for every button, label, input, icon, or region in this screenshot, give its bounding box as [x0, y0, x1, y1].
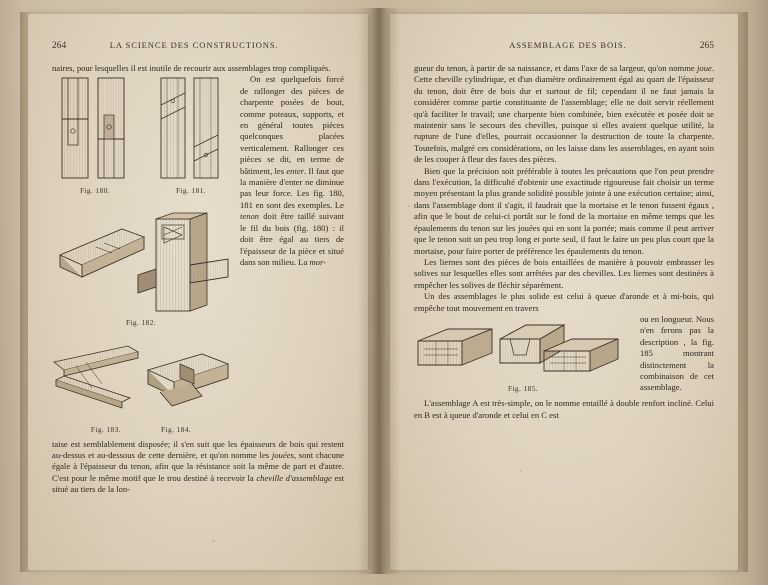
figure-184-caption: Fig. 184. [161, 425, 192, 435]
left-page-running-head [52, 40, 344, 54]
italic-term-joue: joue [697, 63, 712, 73]
figure-181 [158, 75, 224, 196]
figure-183-184-captions [52, 422, 230, 435]
figure-183-184-engraving [52, 340, 230, 422]
figure-group-180-181 [52, 75, 230, 435]
italic-term-enter: enter [286, 165, 304, 176]
left-page-body [52, 63, 344, 496]
scan-speck [408, 205, 410, 207]
italic-term-mortaise: mor- [309, 256, 327, 267]
figure-183-caption: Fig. 183. [90, 425, 121, 435]
right-page-running-head [414, 40, 714, 54]
right-page-running-title: ASSEMBLAGE DES BOIS. [509, 40, 627, 50]
figure-182 [52, 211, 230, 328]
figure-181-caption: Fig. 181. [175, 186, 207, 196]
figure-181-engraving [158, 75, 224, 183]
figure-182-engraving [52, 211, 230, 315]
figure-180-engraving [58, 75, 132, 183]
right-final-paragraph: L'assemblage A est très-simple, on le nomme entaillé à double renfort incliné. Celui en B est à queue d'aronde et celui en C est [414, 398, 714, 420]
figure-185 [414, 315, 632, 394]
left-page [28, 14, 368, 570]
right-paragraph-2: Bien que la précision soit préférable à toutes les précautions que l'on peut prendre dans l'exécution, la difficulté d'obtenir une exactitude rigoureuse fait choisir un terme moyen présentant la plus grande solidité possible jointe à une exécution certaine; ainsi, dans l'assemblage dont il s'agit, il faudrait que la mortaise et le tenon fussent égaux , afin que le bout de celui-ci portât sur le fond de la mortaise en même temps que les épaulements du tenon sur les jouées qui en sont la portée; mais comme il peut arriver que le tenon soit un peu trop long et porte seul, il faut le faire un peu plus court que la mortaise, pour faire porter de préférence les épaulements du tenon. [414, 165, 714, 256]
italic-term-jouees: jouées [271, 450, 294, 461]
figure-182-caption: Fig. 182. [125, 317, 157, 327]
scan-speck [520, 470, 522, 472]
italic-term-tenon: tenon [240, 211, 260, 222]
left-column-paragraph: On est quelquefois forcé de rallonger des pièces de charpente posées de bout, comme poteaux, supports, et en général toutes pièces quelconques placées verticalement. Rallonger ces pièces se dit, en terme de bâtiment, les enter. Il faut que la manière d'enter ne diminue pas leur force. Les fig. 180, 181 en sont des exemples. Le tenon doit être taillé suivant le fil du bois (fig. 180) : il doit être égal au tiers de l'épaisseur de la pièce et situé dans son milieu. La mor- [240, 74, 344, 267]
figure-185-engraving [414, 315, 622, 381]
right-paragraph-1: gueur du tenon, à partir de sa naissance, et dans l'axe de sa largeur, qu'on nomme joue. Cette cheville cylindrique, et d'un diamètre ordinairement égal au quart de l'épaisseur du tenon, doit être de bois dur et surtout de fil; cependant il ne faut jamais la considérer comme partie constituante de l'assemblage; elle ne doit servir réellement qu'à faciliter le travail; une charpente bien combinée, bien exécutée et posée doit se maintenir sans le secours des chevilles, puisque si elles avaient quelque utilité, la rupture de l'une d'elles, pourrait occasionner la destruction de toute la charpente. Toutefois, malgré ces considérations, on les laisse dans les assemblages, en ayant soin de les couper à fleur des faces des pièces. [414, 63, 714, 165]
right-wrap-lead: Un des assemblages le plus solide est celui à queue d'aronde et à mi-bois, qui empêche tout mouvement en travers [414, 291, 714, 313]
right-page-folio: 265 [699, 41, 714, 51]
right-page-body [414, 63, 714, 421]
scan-speck [212, 540, 215, 542]
right-page [390, 14, 738, 570]
figure-group-185 [414, 315, 632, 394]
right-paragraph-3: Les liernes sont des pièces de bois entaillées de manière à pouvoir embrasser les solives sur lesquelles elles sont arrêtées par des chevilles. Les liernes sont destinées à empêcher les solives de fléchir séparément. [414, 256, 714, 290]
italic-term-cheville: cheville d'assemblage [256, 472, 332, 483]
figure-185-caption: Fig. 185. [507, 383, 539, 393]
figure-group-183-184 [52, 340, 230, 435]
left-wrap-region [52, 74, 344, 437]
right-wrap-column: ou en longueur. Nous n'en ferons pas la description , la fig. 185 montrant distinctement la combinaison de cet assemblage. [640, 313, 714, 393]
left-page-running-title: LA SCIENCE DES CONSTRUCTIONS. [109, 40, 279, 50]
left-bottom-paragraph: taise est semblablement disposée; il s'en suit que les épaisseurs de bois qui restent au-dessus et au-dessous de cette dernière, et qu'on nomme les jouées, sont chacune égale à l'épaisseur du tenon, afin que la résistance soit la même de part et d'autre. C'est pour le même motif que le trou destiné à recevoir la cheville d'assemblage est situé au tiers de la lon- [52, 438, 344, 495]
right-wrap-region [414, 291, 714, 396]
figure-180-caption: Fig. 180. [79, 186, 111, 196]
left-page-folio: 264 [52, 41, 67, 51]
left-top-paragraph: naires, pour lesquelles il est inutile de recourir aux assemblages trop compliqués. [52, 63, 331, 73]
figure-row-180-181 [52, 75, 230, 196]
figure-180 [58, 75, 132, 196]
